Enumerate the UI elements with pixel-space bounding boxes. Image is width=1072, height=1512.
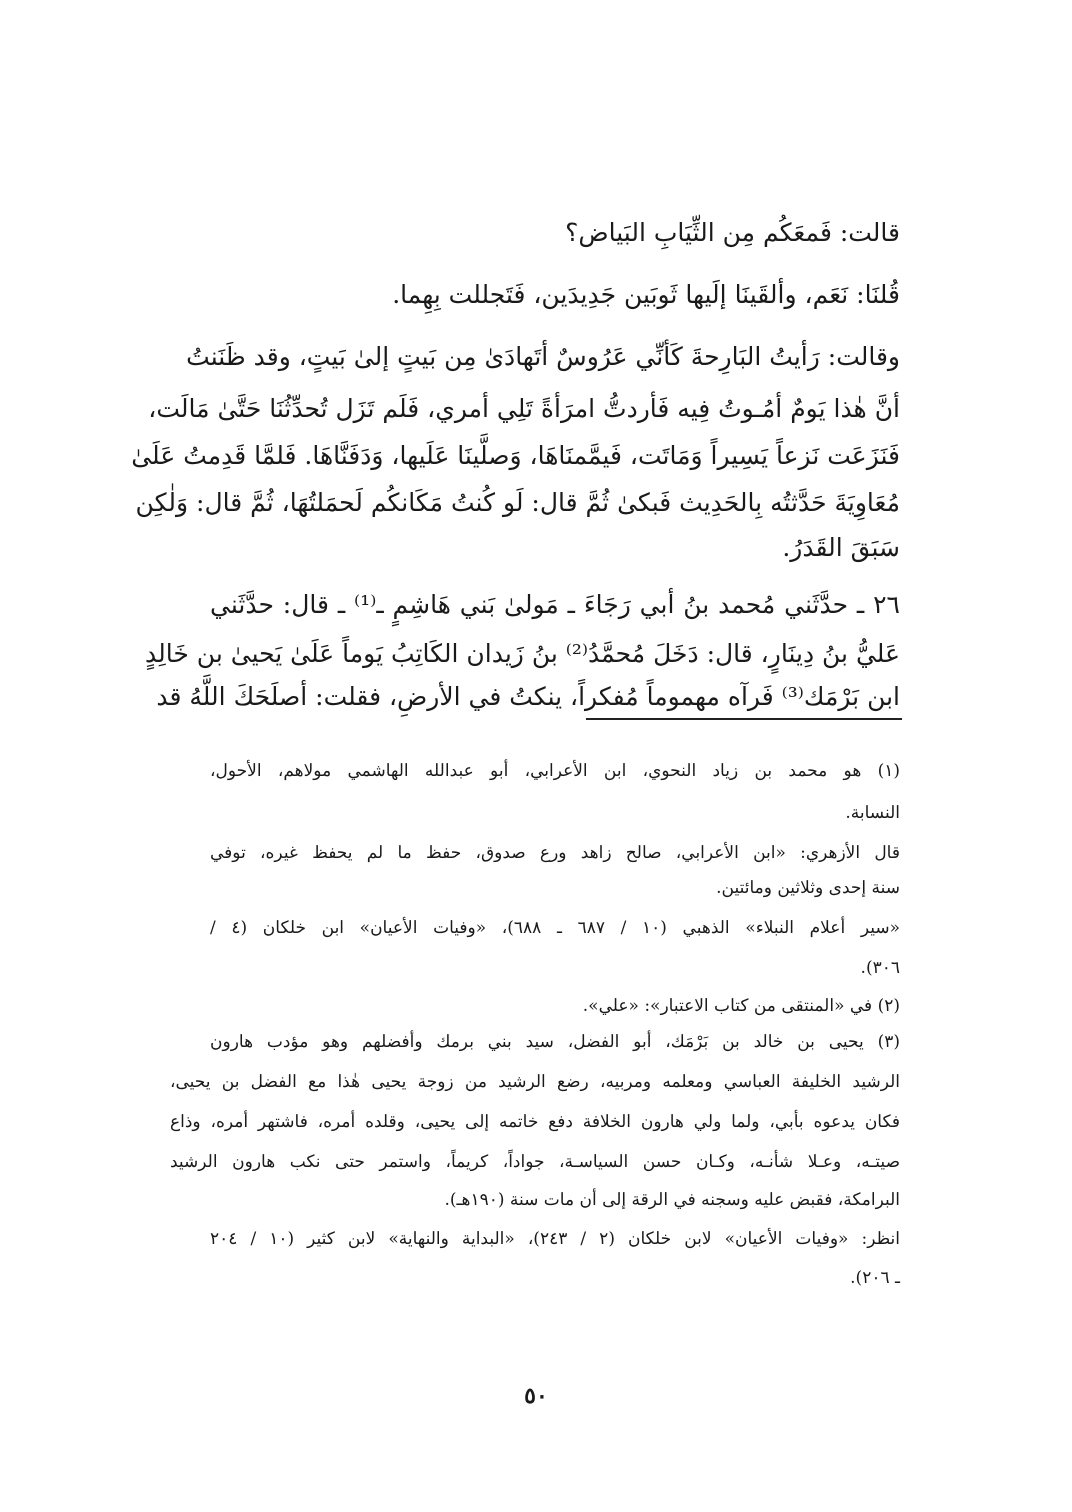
footnote-line: (٢) في «المنتقى من كتاب الاعتبار»: «علي». (582, 996, 900, 1016)
footnote-line: صيتـه، وعـلا شأنـه، وكـان حسن السياسـة، جواداً، كريماً، واستمر حتى نكب هارون الرشيد (170, 1152, 900, 1172)
footnote-line: فكان يدعوه بأبي، ولما ولي هارون الخلافة دفع خاتمه إلى يحيى، وقلده أمره، فاشتهر أمره، وذاع (170, 1112, 900, 1132)
main-text-line: ابن بَرْمَك⁽³⁾ فَرآه مهموماً مُفكراً، ينكتُ في الأرضِ، فقلت: أصلَحَكَ اللَّهُ قد (156, 682, 900, 711)
main-text-line: قُلنَا: نَعَم، وألقَينَا إلَيها ثَوبَين جَدِيدَين، فَتَجللت بِهِما. (392, 280, 900, 309)
main-text-line: سَبَقَ القَدَرُ. (782, 533, 900, 562)
main-text-line: عَليُّ بنُ دِينَارٍ، قال: دَخَلَ مُحمَّدُ⁽²⁾ بنُ زَيدان الكَاتِبُ يَوماً عَلَىٰ يَحيىٰ بن خَالِدٍ (145, 639, 900, 668)
footnote-line: انظر: «وفيات الأعيان» لابن خلكان (٢ / ٢٤٣)، «البداية والنهاية» لابن كثير (١٠ / ٢٠٤ (210, 1229, 900, 1249)
footnote-line: (٣) يحيى بن خالد بن بَرْمَك، أبو الفضل، سيد بني برمك وأفضلهم وهو مؤدب هارون (210, 1032, 900, 1052)
footnote-line: النسابة. (845, 803, 900, 823)
footnote-line: قال الأزهري: «ابن الأعرابي، صالح زاهد ورع صدوق، حفظ ما لم يحفظ غيره، توفي (210, 843, 900, 863)
footnote-line: ـ ٢٠٦). (850, 1268, 900, 1288)
page-number: ٥٠ (524, 1383, 548, 1409)
main-text-line: أنَّ هٰذا يَومٌ أمُـوتُ فِيه فَأردتُّ امرَأةً تَلِي أمري، فَلَم تَزَل تُحدِّثُنَا حَتَّىٰ مَالَت، (148, 394, 900, 423)
footnote-line: «سير أعلام النبلاء» الذهبي (١٠ / ٦٨٧ ـ ٦٨٨)، «وفيات الأعيان» ابن خلكان (٤ / (210, 918, 900, 938)
main-text-line: ٢٦ ـ حدَّثَني مُحمد بنُ أبي رَجَاءَ ـ مَولىٰ بَني هَاشِمٍ ـ⁽¹⁾ ـ قال: حدَّثَني (210, 590, 900, 619)
footnote-line: الرشيد الخليفة العباسي ومعلمه ومربيه، رضع الرشيد من زوجة يحيى هٰذا مع الفضل بن يحيى، (170, 1072, 900, 1092)
main-text-line: وقالت: رَأيتُ البَارِحةَ كَأنِّي عَرُوسٌ أتَهادَىٰ مِن بَيتٍ إلىٰ بَيتٍ، وقد ظَنَنتُ (186, 342, 900, 371)
main-text-line: مُعَاوِيَةَ حَدَّثتُه بِالحَدِيث فَبكىٰ ثُمَّ قال: لَو كُنتُ مَكَانكُم لَحمَلتُهَا، ثُمَّ قال: وَلٰكِن (135, 488, 900, 517)
footnote-line: البرامكة، فقبض عليه وسجنه في الرقة إلى أن مات سنة (١٩٠هـ). (444, 1190, 900, 1210)
footnote-line: (١) هو محمد بن زياد النحوي، ابن الأعرابي، أبو عبدالله الهاشمي مولاهم، الأحول، (210, 761, 900, 781)
footnote-line: ٣٠٦). (860, 958, 900, 978)
footnote-line: سنة إحدى وثلاثين ومائتين. (716, 878, 900, 898)
footnote-separator (586, 718, 902, 720)
main-text-line: قالت: فَمعَكُم مِن الثِّيَابِ البَياض؟ (565, 218, 900, 247)
main-text-line: فَنَزَعَت نَزعاً يَسِيراً وَمَاتَت، فَيمَّمنَاهَا، وَصلَّينَا عَلَيها، وَدَفَنَّاهَا. فَلمَّا قَدِمتُ عَلَىٰ (131, 441, 900, 470)
